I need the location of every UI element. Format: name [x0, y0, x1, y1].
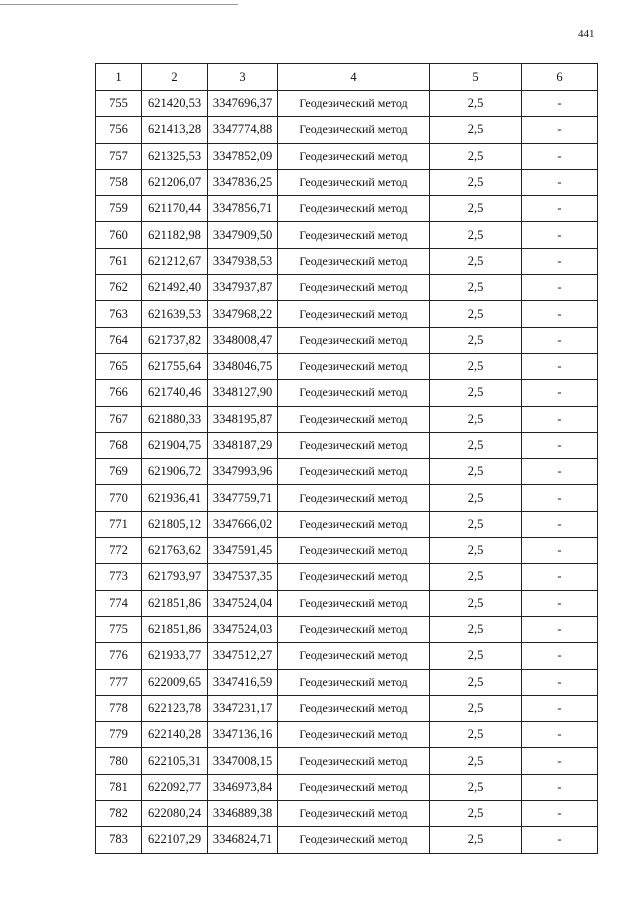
method-cell: Геодезический метод	[278, 301, 430, 327]
y-coordinate-cell: 3347759,71	[208, 485, 278, 511]
y-coordinate-cell: 3347968,22	[208, 301, 278, 327]
table-row	[96, 722, 598, 748]
accuracy-cell: 2,5	[430, 511, 522, 537]
y-coordinate-cell: 3347231,17	[208, 695, 278, 721]
accuracy-cell: 2,5	[430, 196, 522, 222]
point-number-cell: 774	[96, 590, 142, 616]
y-coordinate-cell: 3347512,27	[208, 643, 278, 669]
point-number-cell: 771	[96, 511, 142, 537]
accuracy-cell: 2,5	[430, 406, 522, 432]
y-coordinate-cell: 3347938,53	[208, 248, 278, 274]
x-coordinate-cell: 621413,28	[142, 117, 208, 143]
accuracy-cell: 2,5	[430, 669, 522, 695]
point-number-cell: 776	[96, 643, 142, 669]
note-cell: -	[522, 748, 598, 774]
method-cell: Геодезический метод	[278, 695, 430, 721]
x-coordinate-cell: 621763,62	[142, 538, 208, 564]
table-row	[96, 327, 598, 353]
y-coordinate-cell: 3347666,02	[208, 511, 278, 537]
method-cell: Геодезический метод	[278, 459, 430, 485]
accuracy-cell: 2,5	[430, 169, 522, 195]
method-cell: Геодезический метод	[278, 616, 430, 642]
x-coordinate-cell: 621170,44	[142, 196, 208, 222]
note-cell: -	[522, 117, 598, 143]
table-row	[96, 353, 598, 379]
x-coordinate-cell: 621851,86	[142, 616, 208, 642]
accuracy-cell: 2,5	[430, 248, 522, 274]
table-row	[96, 380, 598, 406]
y-coordinate-cell: 3347937,87	[208, 275, 278, 301]
x-coordinate-cell: 621639,53	[142, 301, 208, 327]
point-number-cell: 780	[96, 748, 142, 774]
method-cell: Геодезический метод	[278, 327, 430, 353]
accuracy-cell: 2,5	[430, 117, 522, 143]
note-cell: -	[522, 485, 598, 511]
method-cell: Геодезический метод	[278, 669, 430, 695]
point-number-cell: 769	[96, 459, 142, 485]
note-cell: -	[522, 275, 598, 301]
x-coordinate-cell: 621740,46	[142, 380, 208, 406]
point-number-cell: 768	[96, 432, 142, 458]
note-cell: -	[522, 459, 598, 485]
table-header-row	[96, 64, 598, 91]
accuracy-cell: 2,5	[430, 774, 522, 800]
x-coordinate-cell: 621212,67	[142, 248, 208, 274]
y-coordinate-cell: 3347524,04	[208, 590, 278, 616]
method-cell: Геодезический метод	[278, 801, 430, 827]
accuracy-cell: 2,5	[430, 643, 522, 669]
x-coordinate-cell: 622105,31	[142, 748, 208, 774]
y-coordinate-cell: 3346889,38	[208, 801, 278, 827]
note-cell: -	[522, 590, 598, 616]
point-number-cell: 758	[96, 169, 142, 195]
coordinates-table	[95, 63, 598, 854]
accuracy-cell: 2,5	[430, 275, 522, 301]
table-body	[96, 91, 598, 854]
point-number-cell: 779	[96, 722, 142, 748]
point-number-cell: 761	[96, 248, 142, 274]
note-cell: -	[522, 91, 598, 117]
x-coordinate-cell: 621793,97	[142, 564, 208, 590]
note-cell: -	[522, 669, 598, 695]
note-cell: -	[522, 169, 598, 195]
accuracy-cell: 2,5	[430, 485, 522, 511]
method-cell: Геодезический метод	[278, 590, 430, 616]
x-coordinate-cell: 622080,24	[142, 801, 208, 827]
table-row	[96, 485, 598, 511]
method-cell: Геодезический метод	[278, 196, 430, 222]
method-cell: Геодезический метод	[278, 248, 430, 274]
note-cell: -	[522, 353, 598, 379]
x-coordinate-cell: 621420,53	[142, 91, 208, 117]
top-edge-rule	[0, 4, 238, 5]
x-coordinate-cell: 621182,98	[142, 222, 208, 248]
x-coordinate-cell: 621880,33	[142, 406, 208, 432]
method-cell: Геодезический метод	[278, 117, 430, 143]
y-coordinate-cell: 3347008,15	[208, 748, 278, 774]
x-coordinate-cell: 622123,78	[142, 695, 208, 721]
accuracy-cell: 2,5	[430, 590, 522, 616]
note-cell: -	[522, 695, 598, 721]
method-cell: Геодезический метод	[278, 643, 430, 669]
point-number-cell: 773	[96, 564, 142, 590]
note-cell: -	[522, 827, 598, 853]
method-cell: Геодезический метод	[278, 143, 430, 169]
table-row	[96, 406, 598, 432]
method-cell: Геодезический метод	[278, 169, 430, 195]
y-coordinate-cell: 3347993,96	[208, 459, 278, 485]
accuracy-cell: 2,5	[430, 564, 522, 590]
note-cell: -	[522, 327, 598, 353]
method-cell: Геодезический метод	[278, 380, 430, 406]
y-coordinate-cell: 3347856,71	[208, 196, 278, 222]
accuracy-cell: 2,5	[430, 801, 522, 827]
point-number-cell: 782	[96, 801, 142, 827]
point-number-cell: 764	[96, 327, 142, 353]
x-coordinate-cell: 621492,40	[142, 275, 208, 301]
note-cell: -	[522, 774, 598, 800]
column-header-2: 2	[142, 64, 208, 91]
x-coordinate-cell: 621906,72	[142, 459, 208, 485]
table-row	[96, 248, 598, 274]
point-number-cell: 777	[96, 669, 142, 695]
x-coordinate-cell: 621851,86	[142, 590, 208, 616]
note-cell: -	[522, 143, 598, 169]
x-coordinate-cell: 622140,28	[142, 722, 208, 748]
point-number-cell: 766	[96, 380, 142, 406]
x-coordinate-cell: 622092,77	[142, 774, 208, 800]
accuracy-cell: 2,5	[430, 722, 522, 748]
note-cell: -	[522, 222, 598, 248]
accuracy-cell: 2,5	[430, 91, 522, 117]
column-header-6: 6	[522, 64, 598, 91]
table-row	[96, 590, 598, 616]
y-coordinate-cell: 3348187,29	[208, 432, 278, 458]
column-header-3: 3	[208, 64, 278, 91]
y-coordinate-cell: 3347537,35	[208, 564, 278, 590]
method-cell: Геодезический метод	[278, 91, 430, 117]
table-row	[96, 117, 598, 143]
note-cell: -	[522, 538, 598, 564]
method-cell: Геодезический метод	[278, 511, 430, 537]
accuracy-cell: 2,5	[430, 301, 522, 327]
y-coordinate-cell: 3348127,90	[208, 380, 278, 406]
x-coordinate-cell: 621805,12	[142, 511, 208, 537]
table-row	[96, 643, 598, 669]
table-row	[96, 695, 598, 721]
method-cell: Геодезический метод	[278, 748, 430, 774]
y-coordinate-cell: 3347909,50	[208, 222, 278, 248]
table-row	[96, 459, 598, 485]
x-coordinate-cell: 621936,41	[142, 485, 208, 511]
method-cell: Геодезический метод	[278, 722, 430, 748]
note-cell: -	[522, 406, 598, 432]
y-coordinate-cell: 3347524,03	[208, 616, 278, 642]
method-cell: Геодезический метод	[278, 827, 430, 853]
method-cell: Геодезический метод	[278, 564, 430, 590]
method-cell: Геодезический метод	[278, 275, 430, 301]
table-row	[96, 564, 598, 590]
column-header-4: 4	[278, 64, 430, 91]
table-row	[96, 801, 598, 827]
column-header-5: 5	[430, 64, 522, 91]
x-coordinate-cell: 622009,65	[142, 669, 208, 695]
accuracy-cell: 2,5	[430, 616, 522, 642]
accuracy-cell: 2,5	[430, 695, 522, 721]
x-coordinate-cell: 621325,53	[142, 143, 208, 169]
point-number-cell: 763	[96, 301, 142, 327]
accuracy-cell: 2,5	[430, 827, 522, 853]
point-number-cell: 756	[96, 117, 142, 143]
note-cell: -	[522, 301, 598, 327]
table-row	[96, 275, 598, 301]
y-coordinate-cell: 3348195,87	[208, 406, 278, 432]
x-coordinate-cell: 621755,64	[142, 353, 208, 379]
table-row	[96, 511, 598, 537]
column-header-1: 1	[96, 64, 142, 91]
table-row	[96, 432, 598, 458]
y-coordinate-cell: 3346973,84	[208, 774, 278, 800]
note-cell: -	[522, 616, 598, 642]
table-row	[96, 774, 598, 800]
x-coordinate-cell: 621737,82	[142, 327, 208, 353]
x-coordinate-cell: 621206,07	[142, 169, 208, 195]
table-row	[96, 222, 598, 248]
point-number-cell: 767	[96, 406, 142, 432]
method-cell: Геодезический метод	[278, 774, 430, 800]
note-cell: -	[522, 248, 598, 274]
table-row	[96, 748, 598, 774]
accuracy-cell: 2,5	[430, 538, 522, 564]
method-cell: Геодезический метод	[278, 432, 430, 458]
note-cell: -	[522, 722, 598, 748]
table-row	[96, 301, 598, 327]
table-row	[96, 538, 598, 564]
page-number: 441	[578, 28, 595, 40]
table-row	[96, 669, 598, 695]
note-cell: -	[522, 432, 598, 458]
point-number-cell: 783	[96, 827, 142, 853]
accuracy-cell: 2,5	[430, 353, 522, 379]
accuracy-cell: 2,5	[430, 380, 522, 406]
y-coordinate-cell: 3347591,45	[208, 538, 278, 564]
accuracy-cell: 2,5	[430, 143, 522, 169]
note-cell: -	[522, 801, 598, 827]
point-number-cell: 765	[96, 353, 142, 379]
method-cell: Геодезический метод	[278, 406, 430, 432]
note-cell: -	[522, 564, 598, 590]
note-cell: -	[522, 196, 598, 222]
point-number-cell: 762	[96, 275, 142, 301]
accuracy-cell: 2,5	[430, 327, 522, 353]
y-coordinate-cell: 3347836,25	[208, 169, 278, 195]
y-coordinate-cell: 3346824,71	[208, 827, 278, 853]
table-row	[96, 196, 598, 222]
table-row	[96, 169, 598, 195]
method-cell: Геодезический метод	[278, 538, 430, 564]
table-row	[96, 616, 598, 642]
y-coordinate-cell: 3347136,16	[208, 722, 278, 748]
point-number-cell: 760	[96, 222, 142, 248]
note-cell: -	[522, 643, 598, 669]
x-coordinate-cell: 621933,77	[142, 643, 208, 669]
y-coordinate-cell: 3347696,37	[208, 91, 278, 117]
x-coordinate-cell: 622107,29	[142, 827, 208, 853]
note-cell: -	[522, 380, 598, 406]
point-number-cell: 772	[96, 538, 142, 564]
accuracy-cell: 2,5	[430, 459, 522, 485]
point-number-cell: 778	[96, 695, 142, 721]
note-cell: -	[522, 511, 598, 537]
point-number-cell: 770	[96, 485, 142, 511]
table-row	[96, 827, 598, 853]
point-number-cell: 757	[96, 143, 142, 169]
point-number-cell: 775	[96, 616, 142, 642]
y-coordinate-cell: 3348046,75	[208, 353, 278, 379]
table-row	[96, 91, 598, 117]
point-number-cell: 781	[96, 774, 142, 800]
method-cell: Геодезический метод	[278, 353, 430, 379]
point-number-cell: 759	[96, 196, 142, 222]
method-cell: Геодезический метод	[278, 485, 430, 511]
y-coordinate-cell: 3347416,59	[208, 669, 278, 695]
accuracy-cell: 2,5	[430, 222, 522, 248]
table-row	[96, 143, 598, 169]
method-cell: Геодезический метод	[278, 222, 430, 248]
y-coordinate-cell: 3347774,88	[208, 117, 278, 143]
y-coordinate-cell: 3347852,09	[208, 143, 278, 169]
point-number-cell: 755	[96, 91, 142, 117]
y-coordinate-cell: 3348008,47	[208, 327, 278, 353]
accuracy-cell: 2,5	[430, 748, 522, 774]
accuracy-cell: 2,5	[430, 432, 522, 458]
x-coordinate-cell: 621904,75	[142, 432, 208, 458]
